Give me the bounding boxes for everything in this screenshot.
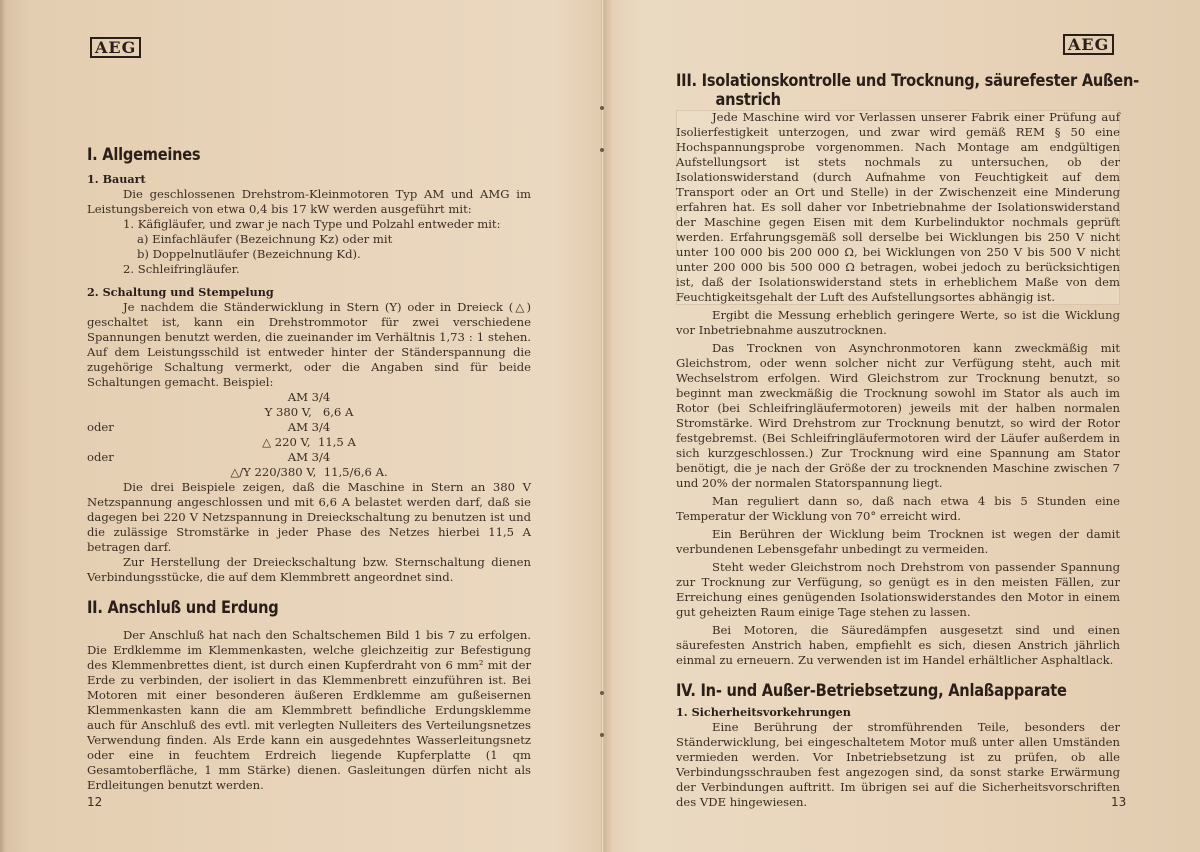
rating-examples [87,390,531,480]
paragraph: Man reguliert dann so, daß nach etwa 4 bis 5 Stunden eine Temperatur der Wicklung von 70° erreicht wird. [676,494,1120,523]
list-item: 1. Käfigläufer, und zwar je nach Type und Polzahl entweder mit: [123,217,501,231]
paragraph: Bei Motoren, die Säuredämpfen ausgesetzt sind und einen säurefesten Anstrich haben, empfiehlt es sich, diesen Anstrich jährlich einmal zu erneuern. Zu verwenden ist im Handel erhältlicher Asphaltlack. [676,623,1120,667]
paragraph: Ein Berühren der Wicklung beim Trocknen ist wegen der damit verbundenen Lebensgefahr unbedingt zu vermeiden. [676,527,1120,556]
example-type: oder AM 3/4 [87,420,331,434]
example-rating: △ 220 V, 11,5 A [262,435,356,449]
binding-stitch [600,106,604,110]
list-item: a) Einfachläufer (Bezeichnung Kz) oder mit [137,232,393,246]
section-heading-isolation: III. Isolationskontrolle und Trocknung, säurefester Außen- anstrich [676,71,1139,110]
subheading-sicherheit: 1. Sicherheitsvorkehrungen [676,705,851,719]
book-gutter [601,0,604,852]
right-page-content [676,71,1139,810]
list-item: 2. Schleifringläufer. [123,262,240,276]
section-heading-anschluss: II. Anschluß und Erdung [87,598,279,618]
rotor-type-list [87,217,531,277]
example-type: AM 3/4 [287,390,331,404]
paragraph: Die geschlossenen Drehstrom-Kleinmotoren Typ AM und AMG im Leistungsbereich von etwa 0,4 bis 17 kW werden ausgeführt mit: [87,187,531,216]
aeg-logo: AEG [90,37,141,58]
paragraph: Zur Herstellung der Dreieckschaltung bzw. Sternschaltung dienen Verbindungsstücke, die auf dem Klemmbrett angeordnet sind. [87,555,531,584]
page-number: 12 [87,795,103,809]
binding-stitch [600,148,604,152]
paragraph: Ergibt die Messung erheblich geringere Werte, so ist die Wicklung vor Inbetriebnahme auszutrocknen. [676,308,1120,337]
example-type: oder AM 3/4 [87,450,331,464]
example-rating: Y 380 V, 6,6 A [264,405,354,419]
paragraph: Der Anschluß hat nach den Schaltschemen Bild 1 bis 7 zu erfolgen. Die Erdklemme im Klemmenkasten, welche gleichzeitig zur Befestigung des Klemmenbrettes dient, ist durch einen Kupferdraht von 6 mm² mit der Erde zu verbinden, der isoliert in das Klemmenbrett einzuführen ist. Bei Motoren mit einer besonderen äußeren Erdklemme am gußeisernen Klemmenkasten kann die am Klemmbrett befindliche Erdungsklemme auch für Anschluß des evtl. mit verlegten Nulleiters des Verteilungsnetzes Verwendung finden. Als Erde kann ein ausgedehntes Wasserleitungsnetz oder eine in feuchtem Erdreich liegende Kupferplatte (1 qm Gesamtoberfläche, 1 mm Stärke) dienen. Gasleitungen dürfen nicht als Erdleitungen benutzt werden. [87,628,531,792]
section-heading-betriebsetzung: IV. In- und Außer-Betriebsetzung, Anlaßapparate [676,681,1067,701]
list-item: b) Doppelnutläufer (Bezeichnung Kd). [137,247,361,261]
page-number: 13 [1111,795,1127,809]
example-rating: △/Y 220/380 V, 11,5/6,6 A. [230,465,388,479]
paragraph: Jede Maschine wird vor Verlassen unserer Fabrik einer Prüfung auf Isolierfestigkeit unterzogen, und zwar wird gemäß REM § 50 eine Hochspannungsprobe vorgenommen. Nach Montage am endgültigen Aufstellungsort ist stets nochmals zu untersuchen, ob der Isolationswiderstand (durch Aufnahme von Feuchtigkeit auf dem Transport oder an Ort und Stelle) in der Zwischenzeit eine Minderung erfahren hat. Es soll daher vor Inbetriebnahme der Isolationswiderstand der Maschine gegen Eisen mit dem Kurbelinduktor nochmals geprüft werden. Erfahrungsgemäß soll derselbe bei Wicklungen bis 250 V nicht unter 100 000 bis 200 000 Ω, bei Wicklungen von 250 V bis 500 V nicht unter 200 000 bis 500 000 Ω betragen, wobei jedoch zu berücksichtigen ist, daß der Isolationswiderstand stets in erheblichem Maße von dem Feuchtigkeitsgehalt der Luft des Aufstellungsortes abhängig ist. [676,110,1120,304]
paragraph: Das Trocknen von Asynchronmotoren kann zweckmäßig mit Gleichstrom, oder wenn solcher nicht zur Verfügung steht, auch mit Wechselstrom erfolgen. Wird Gleichstrom zur Trocknung benutzt, so beginnt man zweckmäßig die Trocknung sowohl im Stator als auch im Rotor (bei Schleifringläufermotoren) jeweils mit der halben normalen Stromstärke. Wird Drehstrom zur Trocknung benutzt, so wird der Rotor festgebremst. (Bei Schleifringläufermotoren wird der Läufer außerdem in sich kurzgeschlossen.) Zur Trocknung wird eine Spannung am Stator benötigt, die je nach der Größe der zu trocknenden Maschine zwischen 7 und 20% der normalen Statorspannung liegt. [676,341,1120,490]
paragraph: Je nachdem die Ständerwicklung in Stern (Y) oder in Dreieck (△) geschaltet ist, kann ein Drehstrommotor für zwei verschiedene Spannungen benutzt werden, die zueinander im Verhältnis 1,73 : 1 stehen. Auf dem Leistungsschild ist entweder hinter der Ständerspannung die zugehörige Schaltung vermerkt, oder die Angaben sind für beide Schaltungen gemacht. Beispiel: [87,300,531,389]
subheading-schaltung: 2. Schaltung und Stempelung [87,285,274,299]
paragraph: Steht weder Gleichstrom noch Drehstrom von passender Spannung zur Trocknung zur Verfügung, so genügt es in den meisten Fällen, zur Erreichung eines genügenden Isolationswiderstandes den Motor in einem gut geheizten Raum einige Tage stehen zu lassen. [676,560,1120,619]
paragraph: Die drei Beispiele zeigen, daß die Maschine in Stern an 380 V Netzspannung angeschlossen und mit 6,6 A belastet werden darf, daß sie dagegen bei 220 V Netzspannung in Dreieckschaltung zu benutzen ist und die zulässige Stromstärke in jeder Phase des Netzes hierbei 11,5 A betragen darf. [87,480,531,554]
left-page-content [87,146,531,793]
binding-stitch [600,691,604,695]
binding-stitch [600,733,604,737]
aeg-logo: AEG [1063,34,1114,55]
subheading-bauart: 1. Bauart [87,172,146,186]
paragraph: Eine Berührung der stromführenden Teile, besonders der Ständerwicklung, bei eingeschaltetem Motor muß unter allen Umständen vermieden werden. Vor Inbetriebsetzung ist zu prüfen, ob alle Verbindungsschrauben fest angezogen sind, da sonst starke Erwärmung der Verbindungen auftritt. Im übrigen sei auf die Sicherheitsvorschriften des VDE hingewiesen. [676,720,1120,809]
right-page [603,0,1200,852]
section-heading-allgemeines: I. Allgemeines [87,145,201,165]
